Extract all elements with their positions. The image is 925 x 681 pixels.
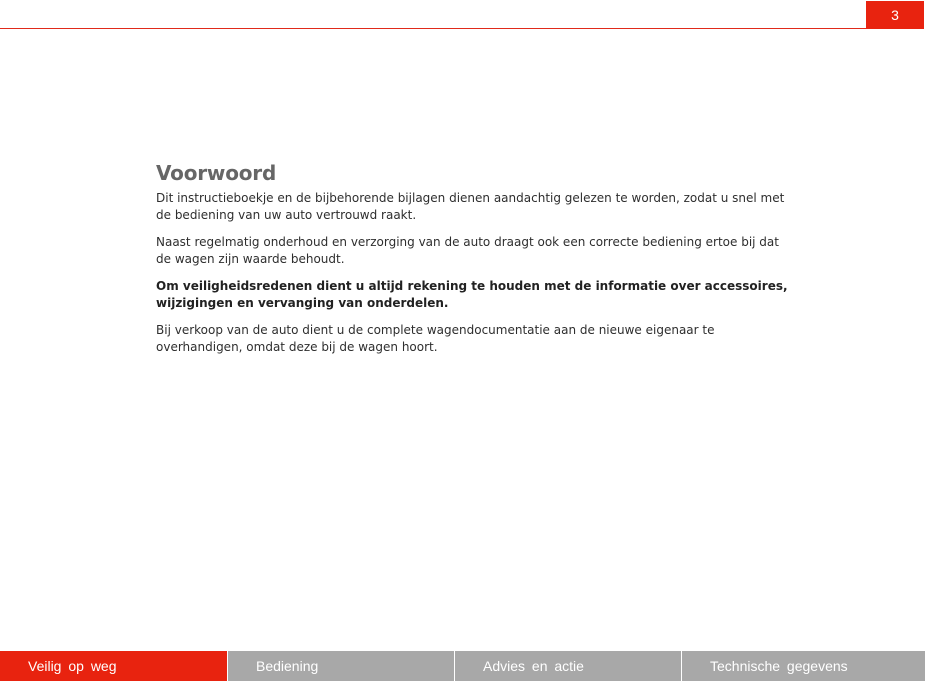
tab-veilig-op-weg[interactable]: Veilig op weg	[0, 651, 227, 681]
page-content	[156, 160, 796, 366]
tab-technische-gegevens[interactable]: Technische gegevens	[681, 651, 925, 681]
paragraph-intro: Dit instructieboekje en de bijbehorende bijlagen dienen aandachtig gelezen te worden, zodat u snel met de bediening van uw auto vertrouwd raakt.	[156, 191, 785, 222]
tab-bediening[interactable]: Bediening	[227, 651, 454, 681]
paragraph-sale: Bij verkoop van de auto dient u de complete wagendocumentatie aan de nieuwe eigenaar te overhandigen, omdat deze bij de wagen hoort.	[156, 323, 715, 354]
section-nav	[0, 651, 925, 681]
paragraph-safety-warning: Om veiligheidsredenen dient u altijd rekening te houden met de informatie over accessoires, wijzigingen en vervanging van onderdelen.	[156, 279, 788, 310]
page-number-badge: 3	[866, 1, 924, 29]
tab-advies-en-actie[interactable]: Advies en actie	[454, 651, 681, 681]
header-rule	[0, 28, 866, 29]
paragraph-maintenance: Naast regelmatig onderhoud en verzorging van de auto draagt ook een correcte bediening ertoe bij dat de wagen zijn waarde behoudt.	[156, 235, 779, 266]
page-title: Voorwoord	[156, 161, 277, 185]
